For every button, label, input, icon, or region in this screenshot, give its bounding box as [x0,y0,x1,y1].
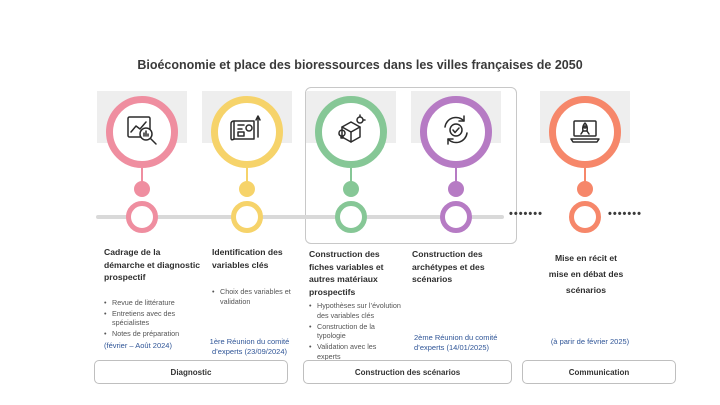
rocket-laptop-icon [568,113,602,152]
stage-5-icon-ring [549,96,621,168]
stage-2-heading: Identification des variables clés [212,247,283,270]
stage-1-heading: Cadrage de la démarche et diagnostic prospectif [104,247,200,282]
phase-communication: Communication [522,360,676,384]
stage-3-icon-ring [315,96,387,168]
stage-3-timeline-node [335,201,367,233]
stage-4-stem [455,168,457,182]
list-item: • Construction de la typologie [309,322,401,341]
stage-5-description [548,250,624,298]
stage-5-heading: Mise en récit et mise en débat des scénarios [548,253,624,295]
stage-1-description [104,246,202,340]
stage-1-icon-ring [106,96,178,168]
stage-2-description [212,246,292,308]
stage-4-timeline-node [440,201,472,233]
stage-1-dot [134,181,150,197]
stage-5-dot [577,181,593,197]
stage-5-timeline-node [569,201,601,233]
list-item: • Validation avec les experts [309,342,401,361]
list-item: • Hypothèses sur l’évolution des variables clés [309,301,401,320]
stage-2-bullets [212,287,292,306]
phase-diagnostic: Diagnostic [94,360,288,384]
stage-3-description [309,248,401,363]
timeline-dotted-end: ••••••• [608,208,642,220]
stage-3-stem [350,168,352,182]
stage-1 [97,0,187,240]
list-item: • Entretiens avec des spécialistes [104,309,184,328]
stage-2-icon-ring [211,96,283,168]
stage-2-dot [239,181,255,197]
stage-3-bullets [309,301,401,361]
analysis-chart-magnifier-icon [125,113,159,152]
stage-1-stem [141,168,143,182]
stage-4-date: 2ème Réunion du comité d’experts (14/01/2025) [414,333,498,352]
stage-2-stem [246,168,248,182]
list-item: • Revue de littérature [104,298,202,308]
stage-3-heading: Construction des fiches variables et autres matériaux prospectifs [309,249,384,297]
stage-4 [411,0,501,240]
stage-1-bullets [104,298,202,339]
diagram-title: Bioéconomie et place des bioressources dans les villes françaises de 2050 [137,58,583,72]
phase-scenario-construction: Construction des scénarios [303,360,512,384]
list-item: • Choix des variables et validation [212,287,292,306]
stage-2-timeline-node [231,201,263,233]
stage-3 [306,0,396,240]
list-item: • Notes de préparation [104,329,202,339]
stage-5-date: (à parir de février 2025) [550,337,630,346]
cycle-check-icon [439,113,473,152]
stage-2 [202,0,292,240]
stage-1-date: (février – Août 2024) [104,341,172,350]
blueprint-gear-icon [230,113,264,152]
box-gear-lightbulb-icon [334,113,368,152]
stage-5 [540,0,630,240]
stage-2-date: 1ère Réunion du comité d’experts (23/09/2024) [209,337,290,356]
stage-1-timeline-node [126,201,158,233]
timeline-dotted-segment: ••••••• [509,208,543,220]
stage-4-icon-ring [420,96,492,168]
stage-4-heading: Construction des archétypes et des scénarios [412,249,485,284]
stage-5-stem [584,168,586,182]
stage-3-dot [343,181,359,197]
stage-4-description [412,248,522,286]
stage-4-dot [448,181,464,197]
